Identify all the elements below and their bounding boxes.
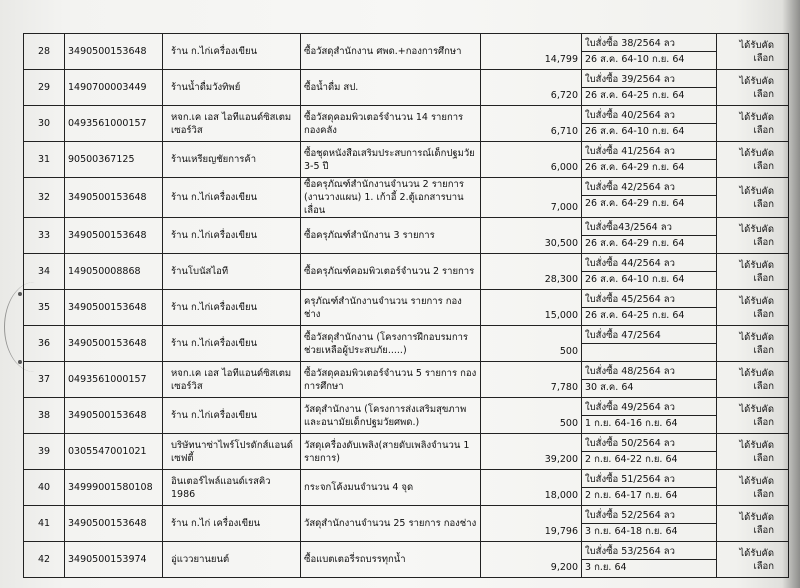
- table-row: [24, 34, 789, 70]
- item-description: วัสดุสำนักงาน (โครงการส่งเสริมสุขภาพและอนามัยเด็กปฐมวัยศพด.): [301, 398, 481, 434]
- po-number: ใบสั่งซื้อ 49/2564 ลว: [582, 398, 716, 416]
- vendor-name: ร้าน ก.ไก่เครื่องเขียน: [163, 398, 301, 434]
- po-number: ใบสั่งซื้อ 51/2564 ลว: [582, 470, 716, 488]
- item-description: วัสดุสำนักงานจำนวน 25 รายการ กองช่าง: [301, 506, 481, 542]
- purchase-order: [582, 34, 717, 70]
- po-date: 26 ส.ค. 64-10 ก.ย. 64: [585, 54, 685, 65]
- po-date: 26 ส.ค. 64-10 ก.ย. 64: [585, 126, 685, 137]
- selection-result: ได้รับคัดเลือก: [717, 326, 789, 362]
- selection-result: ได้รับคัดเลือก: [717, 506, 789, 542]
- amount: 19,796: [481, 506, 582, 542]
- row-number: 32: [24, 178, 65, 218]
- po-number: ใบสั่งซื้อ 52/2564 ลว: [582, 506, 716, 524]
- vendor-name: ร้าน ก.ไก่ เครื่องเขียน: [163, 506, 301, 542]
- table-row: [24, 362, 789, 398]
- tax-id: 3490500153648: [65, 398, 163, 434]
- po-date: 26 ส.ค. 64-29 ก.ย. 64: [585, 198, 685, 209]
- item-description: ซื้อวัสดุสำนักงาน ศพด.+กองการศึกษา: [301, 34, 481, 70]
- selection-result: ได้รับคัดเลือก: [717, 34, 789, 70]
- amount: 7,780: [481, 362, 582, 398]
- tax-id: 3490500153648: [65, 326, 163, 362]
- purchase-order: [582, 326, 717, 362]
- purchase-order: [582, 434, 717, 470]
- item-description: ซื้อวัสดุคอมพิวเตอร์จำนวน 14 รายการ กองคลัง: [301, 106, 481, 142]
- amount: 39,200: [481, 434, 582, 470]
- table-row: [24, 254, 789, 290]
- tax-id: 0305547001021: [65, 434, 163, 470]
- row-number: 33: [24, 218, 65, 254]
- po-number: ใบสั่งซื้อ 48/2564 ลว: [582, 362, 716, 380]
- selection-result: ได้รับคัดเลือก: [717, 254, 789, 290]
- amount: 500: [481, 326, 582, 362]
- amount: 18,000: [481, 470, 582, 506]
- row-number: 41: [24, 506, 65, 542]
- po-date: 30 ส.ค. 64: [585, 382, 634, 393]
- punch-hole: [18, 360, 22, 364]
- amount: 28,300: [481, 254, 582, 290]
- purchase-order: [582, 470, 717, 506]
- item-description: ซื้อแบตเตอรี่รถบรรทุกน้ำ: [301, 542, 481, 578]
- item-description: ครุภัณฑ์สำนักงานจำนวน รายการ กองช่าง: [301, 290, 481, 326]
- tax-id: 90500367125: [65, 142, 163, 178]
- vendor-name: ร้าน ก.ไก่เครื่องเขียน: [163, 290, 301, 326]
- tax-id: 3490500153648: [65, 34, 163, 70]
- table-row: [24, 470, 789, 506]
- table-row: [24, 506, 789, 542]
- amount: 500: [481, 398, 582, 434]
- amount: 15,000: [481, 290, 582, 326]
- row-number: 37: [24, 362, 65, 398]
- item-description: ซื้อครุภัณฑ์สำนักงานจำนวน 2 รายการ (งานวางแผน) 1. เก้าอี้ 2.ตู้เอกสารบานเลื่อน: [301, 178, 481, 218]
- vendor-name: หจก.เค เอส ไอทีแอนด์ซิสเตมเซอร์วิส: [163, 362, 301, 398]
- po-number: ใบสั่งซื้อ 42/2564 ลว: [582, 178, 716, 196]
- purchase-order: [582, 106, 717, 142]
- purchase-order: [582, 142, 717, 178]
- tax-id: 3490500153648: [65, 506, 163, 542]
- page-edge-shadow: [782, 0, 800, 588]
- item-description: วัสดุเครื่องดับเพลิง(สายดับเพลิงจำนวน 1 รายการ): [301, 434, 481, 470]
- po-date: 26 ส.ค. 64-25 ก.ย. 64: [585, 90, 685, 101]
- po-number: ใบสั่งซื้อ 47/2564: [582, 326, 716, 344]
- table-row: [24, 218, 789, 254]
- table-row: [24, 434, 789, 470]
- vendor-name: อินเตอร์ไพล์แอนด์เรสคิว 1986: [163, 470, 301, 506]
- tax-id: 0493561000157: [65, 106, 163, 142]
- tax-id: 3490500153648: [65, 290, 163, 326]
- amount: 6,710: [481, 106, 582, 142]
- amount: 7,000: [481, 178, 582, 218]
- row-number: 34: [24, 254, 65, 290]
- po-date: 26 ส.ค. 64-10 ก.ย. 64: [585, 274, 685, 285]
- purchase-order: [582, 218, 717, 254]
- tax-id: 3490500153648: [65, 218, 163, 254]
- po-date: 3 ก.ย. 64: [585, 562, 627, 573]
- vendor-name: ร้าน ก.ไก่เครื่องเขียน: [163, 218, 301, 254]
- row-number: 36: [24, 326, 65, 362]
- table-row: [24, 398, 789, 434]
- po-number: ใบสั่งซื้อ 38/2564 ลว: [582, 34, 716, 52]
- vendor-name: บริษัทนาซ่าไพร์โปรดักส์แอนด์เซฟตี้: [163, 434, 301, 470]
- selection-result: ได้รับคัดเลือก: [717, 178, 789, 218]
- procurement-table: [23, 33, 789, 578]
- tax-id: 0493561000157: [65, 362, 163, 398]
- table-row: [24, 142, 789, 178]
- po-date: [582, 344, 716, 359]
- selection-result: ได้รับคัดเลือก: [717, 398, 789, 434]
- po-number: ใบสั่งซื้อ 50/2564 ลว: [582, 434, 716, 452]
- purchase-order: [582, 362, 717, 398]
- table-row: [24, 106, 789, 142]
- vendor-name: ร้าน ก.ไก่เครื่องเขียน: [163, 34, 301, 70]
- amount: 6,000: [481, 142, 582, 178]
- item-description: ซื้อวัสดุคอมพิวเตอร์จำนวน 5 รายการ กองการศึกษา: [301, 362, 481, 398]
- amount: 14,799: [481, 34, 582, 70]
- row-number: 38: [24, 398, 65, 434]
- purchase-order: [582, 542, 717, 578]
- row-number: 35: [24, 290, 65, 326]
- vendor-name: หจก.เค เอส ไอทีแอนด์ซิสเตมเซอร์วิส: [163, 106, 301, 142]
- row-number: 28: [24, 34, 65, 70]
- item-description: ซื้อครุภัณฑ์คอมพิวเตอร์จำนวน 2 รายการ: [301, 254, 481, 290]
- po-date: 26 ส.ค. 64-25 ก.ย. 64: [585, 310, 685, 321]
- vendor-name: ร้านโบนัสไอที: [163, 254, 301, 290]
- po-number: ใบสั่งซื้อ 40/2564 ลว: [582, 106, 716, 124]
- purchase-order: [582, 70, 717, 106]
- item-description: ซื้อชุดหนังสือเสริมประสบการณ์เด็กปฐมวัย 3-5 ปี: [301, 142, 481, 178]
- table-row: [24, 178, 789, 218]
- selection-result: ได้รับคัดเลือก: [717, 142, 789, 178]
- row-number: 42: [24, 542, 65, 578]
- row-number: 29: [24, 70, 65, 106]
- selection-result: ได้รับคัดเลือก: [717, 70, 789, 106]
- po-number: ใบสั่งซื้อ 45/2564 ลว: [582, 290, 716, 308]
- vendor-name: อู่แววยานยนต์: [163, 542, 301, 578]
- selection-result: ได้รับคัดเลือก: [717, 218, 789, 254]
- selection-result: ได้รับคัดเลือก: [717, 542, 789, 578]
- table-row: [24, 70, 789, 106]
- po-date: 1 ก.ย. 64-16 ก.ย. 64: [585, 418, 678, 429]
- selection-result: ได้รับคัดเลือก: [717, 106, 789, 142]
- amount: 6,720: [481, 70, 582, 106]
- punch-hole: [18, 292, 22, 296]
- vendor-name: ร้าน ก.ไก่เครื่องเขียน: [163, 178, 301, 218]
- po-number: ใบสั่งซื้อ 41/2564 ลว: [582, 142, 716, 160]
- po-date: 3 ก.ย. 64-18 ก.ย. 64: [585, 526, 678, 537]
- amount: 9,200: [481, 542, 582, 578]
- row-number: 31: [24, 142, 65, 178]
- selection-result: ได้รับคัดเลือก: [717, 362, 789, 398]
- vendor-name: ร้าน ก.ไก่เครื่องเขียน: [163, 326, 301, 362]
- vendor-name: ร้านเหรียญชัยการค้า: [163, 142, 301, 178]
- purchase-order: [582, 254, 717, 290]
- amount: 30,500: [481, 218, 582, 254]
- tax-id: 1490700003449: [65, 70, 163, 106]
- po-date: 2 ก.ย. 64-22 ก.ย. 64: [585, 454, 678, 465]
- po-date: 26 ส.ค. 64-29 ก.ย. 64: [585, 162, 685, 173]
- selection-result: ได้รับคัดเลือก: [717, 434, 789, 470]
- item-description: ซื้อครุภัณฑ์สำนักงาน 3 รายการ: [301, 218, 481, 254]
- po-date: 2 ก.ย. 64-17 ก.ย. 64: [585, 490, 678, 501]
- po-date: 26 ส.ค. 64-29 ก.ย. 64: [585, 238, 685, 249]
- purchase-order: [582, 290, 717, 326]
- table-row: [24, 326, 789, 362]
- purchase-order: [582, 178, 717, 218]
- tax-id: 3490500153974: [65, 542, 163, 578]
- po-number: ใบสั่งซื้อ43/2564 ลว: [582, 218, 716, 236]
- item-description: ซื้อวัสดุสำนักงาน (โครงการฝึกอบรมการช่วยเหลือผู้ประสบภัย.....): [301, 326, 481, 362]
- table-row: [24, 542, 789, 578]
- tax-id: 34999001580108: [65, 470, 163, 506]
- po-number: ใบสั่งซื้อ 53/2564 ลว: [582, 542, 716, 560]
- row-number: 40: [24, 470, 65, 506]
- po-number: ใบสั่งซื้อ 44/2564 ลว: [582, 254, 716, 272]
- row-number: 30: [24, 106, 65, 142]
- tax-id: 149050008868: [65, 254, 163, 290]
- tax-id: 3490500153648: [65, 178, 163, 218]
- table-row: [24, 290, 789, 326]
- item-description: กระจกโค้งมนจำนวน 4 จุด: [301, 470, 481, 506]
- selection-result: ได้รับคัดเลือก: [717, 470, 789, 506]
- purchase-order: [582, 506, 717, 542]
- vendor-name: ร้านน้ำดื่มวังทิพย์: [163, 70, 301, 106]
- item-description: ซื้อน้ำดื่ม สป.: [301, 70, 481, 106]
- selection-result: ได้รับคัดเลือก: [717, 290, 789, 326]
- row-number: 39: [24, 434, 65, 470]
- purchase-order: [582, 398, 717, 434]
- po-number: ใบสั่งซื้อ 39/2564 ลว: [582, 70, 716, 88]
